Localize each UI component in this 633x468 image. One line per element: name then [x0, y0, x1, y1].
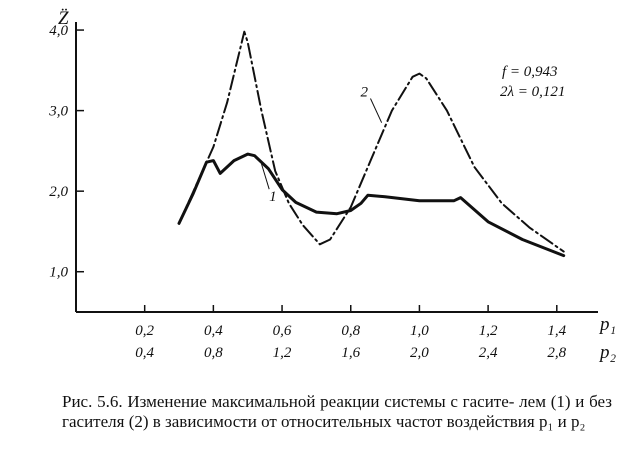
ticks-layer [48, 23, 566, 361]
series-line-1 [179, 154, 564, 256]
x-tick-label-p2: 0,4 [135, 345, 155, 361]
y-tick-label: 2,0 [49, 184, 68, 201]
x-tick-label-p2: 2,4 [478, 345, 498, 361]
series-label-2: 2 [360, 84, 368, 101]
series-label-leader-2 [370, 99, 381, 123]
annotation-f: f = 0,943 [502, 64, 558, 80]
y-tick-label: 3,0 [49, 103, 68, 120]
x-tick-label-p1: 0,8 [341, 323, 361, 339]
x-tick-label-p1: 0,2 [135, 323, 155, 339]
x-axis-label-p1: p₁ [600, 314, 617, 335]
x-tick-label-p1: 1,0 [410, 323, 429, 339]
x-tick-label-p2: 0,8 [203, 345, 223, 361]
x-tick-label-p1: 1,2 [478, 323, 498, 339]
x-tick-label-p2: 2,8 [547, 345, 567, 361]
x-tick-label-p2: 1,2 [272, 345, 292, 361]
x-tick-label-p1: 0,4 [203, 323, 223, 339]
x-tick-label-p1: 0,6 [272, 323, 292, 339]
figure-caption: Рис. 5.6. Изменение максимальной реакции системы с гасите- лем (1) и без гасителя (2) в зависимости от относительных частот воздействия p₁ и p₂ [62, 392, 612, 431]
y-axis-label: Z̈ [58, 8, 69, 29]
series-label-1: 1 [269, 189, 277, 206]
x-axis-label-p2: p₂ [600, 342, 617, 363]
x-tick-label-p2: 1,6 [341, 345, 361, 361]
annotation-lambda: 2λ = 0,121 [500, 84, 566, 100]
y-tick-label: 4,0 [49, 23, 68, 40]
x-tick-label-p1: 1,4 [547, 323, 567, 339]
y-tick-label: 1,0 [49, 264, 68, 281]
x-tick-label-p2: 2,0 [410, 345, 429, 361]
